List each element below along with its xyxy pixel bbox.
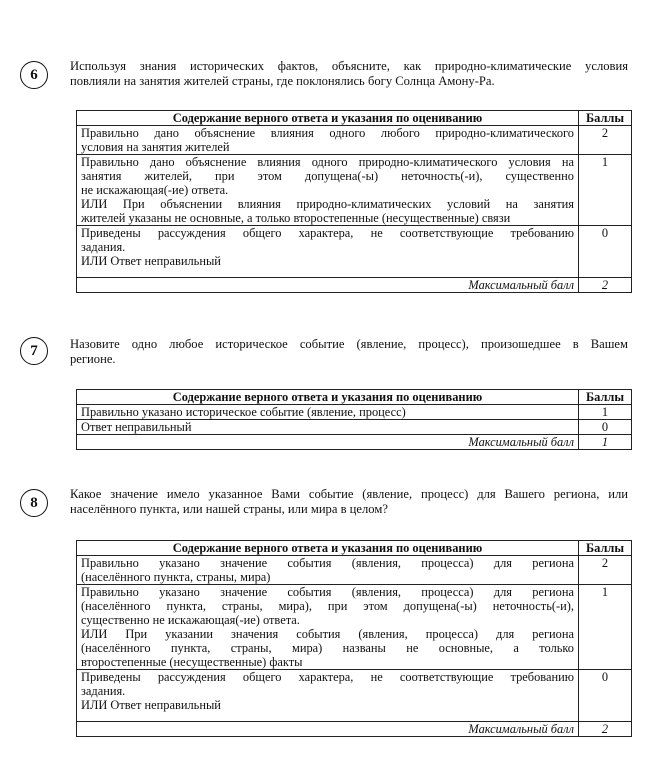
header-content: Содержание верного ответа и указания по оцениванию	[77, 390, 579, 405]
row-line: Приведены рассуждения общего характера, не соответствующие требованию	[81, 670, 574, 684]
row-line: второстепенные (несущественные) факты	[81, 655, 303, 669]
table-header-row	[77, 541, 632, 556]
row-line: существенно не искажающая(-ие) ответа.	[81, 613, 300, 627]
row-content	[77, 226, 579, 278]
row-line: ИЛИ При объяснении влияния природно-климатических условий на занятия	[81, 197, 574, 211]
row-content	[77, 556, 579, 585]
max-score-label: Максимальный балл	[77, 722, 579, 737]
max-score-label: Максимальный балл	[77, 278, 579, 293]
row-line: Правильно указано значение события (явления, процесса) для региона	[81, 556, 574, 570]
row-score: 2	[579, 126, 632, 155]
row-line: Правильно дано объяснение влияния одного природно-климатического условия на	[81, 155, 574, 169]
table-header-row	[77, 390, 632, 405]
row-content	[77, 670, 579, 722]
task-question	[70, 337, 628, 367]
row-line: ИЛИ При указании значения события (явления, процесса) для региона	[81, 627, 574, 641]
question-line: Используя знания исторических фактов, объясните, как природно-климатические условия	[70, 59, 628, 73]
max-score-row	[77, 278, 632, 293]
row-line: ИЛИ Ответ неправильный	[81, 698, 221, 712]
table-row	[77, 226, 632, 278]
row-content	[77, 155, 579, 226]
max-score-row	[77, 435, 632, 450]
scoring-table	[76, 389, 632, 450]
question-line: повлияли на занятия жителей страны, где поклонялись богу Солнца Амону-Ра.	[70, 74, 495, 88]
row-line: задания.	[81, 240, 126, 254]
row-line: Приведены рассуждения общего характера, не соответствующие требованию	[81, 226, 574, 240]
task-number-badge: 6	[20, 61, 48, 89]
question-line: населённого пункта, или нашей страны, или мира в целом?	[70, 502, 388, 516]
task-question	[70, 59, 628, 89]
max-score-value: 1	[579, 435, 632, 450]
header-content: Содержание верного ответа и указания по оцениванию	[77, 111, 579, 126]
row-line: занятия жителей, при этом допущена(-ы) неточность(-и), существенно	[81, 169, 574, 183]
header-score: Баллы	[579, 111, 632, 126]
row-line: Ответ неправильный	[81, 420, 192, 434]
table-row	[77, 405, 632, 420]
table-row	[77, 556, 632, 585]
row-score: 0	[579, 226, 632, 278]
header-score: Баллы	[579, 390, 632, 405]
row-line: (населённого пункта, страны, мира), при этом допущена(-ы) неточность(-и),	[81, 599, 574, 613]
table-row	[77, 155, 632, 226]
max-score-row	[77, 722, 632, 737]
header-content: Содержание верного ответа и указания по оцениванию	[77, 541, 579, 556]
row-score: 1	[579, 585, 632, 670]
row-content	[77, 126, 579, 155]
row-content	[77, 420, 579, 435]
row-line: Правильно указано историческое событие (явление, процесс)	[81, 405, 406, 419]
row-line: не искажающая(-ие) ответа.	[81, 183, 229, 197]
row-line: условия на занятия жителей	[81, 140, 230, 154]
row-score: 0	[579, 670, 632, 722]
max-score-value: 2	[579, 278, 632, 293]
row-score: 1	[579, 155, 632, 226]
task-number-badge: 7	[20, 337, 48, 365]
header-score: Баллы	[579, 541, 632, 556]
table-header-row	[77, 111, 632, 126]
task-number-badge: 8	[20, 489, 48, 517]
max-score-value: 2	[579, 722, 632, 737]
question-line: регионе.	[70, 352, 116, 366]
scoring-table	[76, 110, 632, 293]
row-content	[77, 405, 579, 420]
question-line: Какое значение имело указанное Вами событие (явление, процесс) для Вашего региона, или	[70, 487, 628, 501]
row-content	[77, 585, 579, 670]
table-row	[77, 420, 632, 435]
row-score: 1	[579, 405, 632, 420]
task-question	[70, 487, 628, 517]
row-line: Правильно дано объяснение влияния одного любого природно-климатического	[81, 126, 574, 140]
row-line: ИЛИ Ответ неправильный	[81, 254, 221, 268]
table-row	[77, 126, 632, 155]
table-row	[77, 585, 632, 670]
row-line: (населённого пункта, страны, мира)	[81, 570, 271, 584]
row-line: задания.	[81, 684, 126, 698]
scoring-table	[76, 540, 632, 737]
max-score-label: Максимальный балл	[77, 435, 579, 450]
row-line: (населённого пункта, страны, мира) названы не основные, а только	[81, 641, 574, 655]
question-line: Назовите одно любое историческое событие (явление, процесс), произошедшее в Вашем	[70, 337, 628, 351]
row-score: 2	[579, 556, 632, 585]
row-score: 0	[579, 420, 632, 435]
row-line: жителей указаны не основные, а только второстепенные (несущественные) связи	[81, 211, 511, 225]
row-line: Правильно указано значение события (явления, процесса) для региона	[81, 585, 574, 599]
table-row	[77, 670, 632, 722]
